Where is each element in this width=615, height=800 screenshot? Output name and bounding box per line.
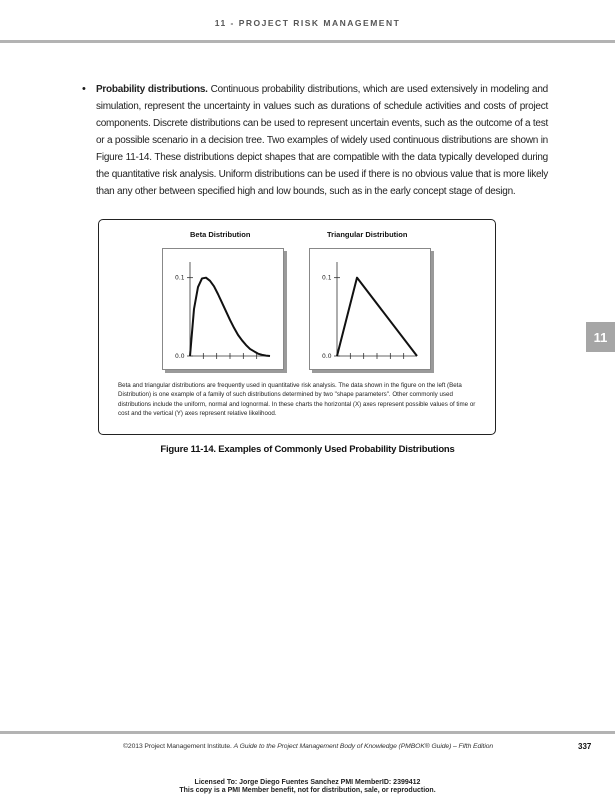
y-tick-label: 0.1 <box>322 274 332 282</box>
copyright-text: ©2013 Project Management Institute. <box>123 743 232 750</box>
distribution-curve <box>337 278 417 356</box>
license-notice <box>0 779 615 795</box>
figure-note: Beta and triangular distributions are frequently used in quantitative risk analysis. The data shown in the figure on the left (Beta Distribution) is one example of a family of such distributions determined by two "shape parameters". Other commonly used distributions include the uniform, normal and lognormal. In these charts the horizontal (X) axes represent possible values of time or cost and the vertical (Y) axes represent relative likelihood. <box>118 382 476 417</box>
body-paragraph <box>96 81 548 200</box>
chapter-tab: 11 <box>586 322 615 352</box>
bullet-marker: • <box>82 83 86 95</box>
license-line-2: This copy is a PMI Member benefit, not for distribution, sale, or reproduction. <box>179 787 436 794</box>
page-number: 337 <box>578 742 592 751</box>
y-tick-label: 0.0 <box>322 353 332 360</box>
triangular-chart-title: Triangular Distribution <box>327 230 408 239</box>
y-tick-label: 0.1 <box>175 274 185 282</box>
paragraph-lead: Probability distributions. <box>96 84 208 95</box>
figure-caption: Figure 11-14. Examples of Commonly Used Probability Distributions <box>160 444 455 455</box>
running-header: 11 - PROJECT RISK MANAGEMENT <box>214 18 401 28</box>
footer-copyright <box>123 743 493 750</box>
beta-chart-title: Beta Distribution <box>190 230 251 239</box>
book-title: A Guide to the Project Management Body of Knowledge (PMBOK® Guide) – Fifth Edition <box>233 743 494 750</box>
distribution-curve <box>190 278 270 356</box>
license-line-1: Licensed To: Jorge Diego Fuentes Sanchez PMI MemberID: 2399412 <box>194 779 421 786</box>
header-rule <box>0 40 615 43</box>
beta-distribution-chart <box>162 248 284 370</box>
paragraph-text: Continuous probability distributions, which are used extensively in modeling and simulation, represent the uncertainty in values such as durations of schedule activities and costs of project components. Discrete distributions can be used to represent uncertain events, such as the outcome of a test or a possible scenario in a decision tree. Two examples of widely used continuous distributions are shown in Figure 11-14. These distributions depict shapes that are compatible with the data typically developed during the quantitative risk analysis. Uniform distributions can be used if there is no obvious value that is more likely than any other between specified high and low bounds, such as in the early concept stage of design. <box>96 84 548 197</box>
y-tick-label: 0.0 <box>175 353 185 360</box>
triangular-distribution-chart <box>309 248 431 370</box>
footer-rule <box>0 731 615 734</box>
